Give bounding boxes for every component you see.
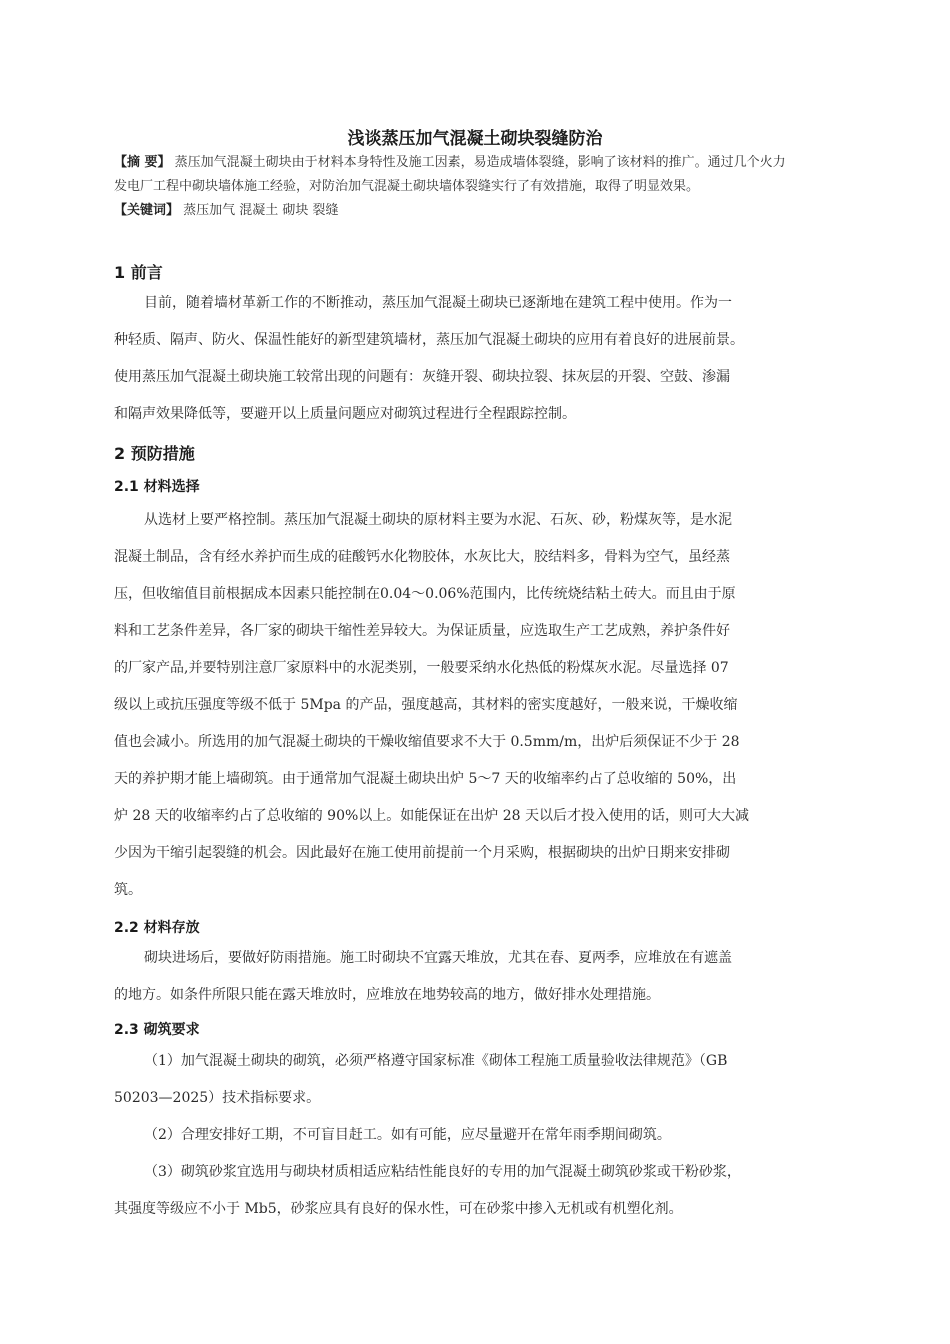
section-2-2-paragraph — [114, 940, 860, 1014]
text-line: 的地方。如条件所限只能在露天堆放时，应堆放在地势较高的地方，做好排水处理措施。 — [114, 987, 660, 1003]
abstract-line: 发电厂工程中砌块墙体施工经验，对防治加气混凝土砌块墙体裂缝实行了有效措施，取得了明显效果。 — [114, 179, 700, 194]
keywords-text: 蒸压加气 混凝土 砌块 裂缝 — [183, 203, 339, 218]
document-title: 浅谈蒸压加气混凝土砌块裂缝防治 — [347, 129, 603, 149]
text-line: 料和工艺条件差异，各厂家的砌块干缩性差异较大。为保证质量，应选取生产工艺成熟，养护条件好 — [114, 623, 730, 639]
abstract-line: 蒸压加气混凝土砌块由于材料本身特性及施工因素，易造成墙体裂缝，影响了该材料的推广。通过几个火力 — [174, 155, 786, 170]
text-line: （1）加气混凝土砌块的砌筑，必须严格遵守国家标准《砌体工程施工质量验收法律规范》（GB — [144, 1053, 728, 1069]
section-heading-2-1: 2.1 材料选择 — [114, 479, 200, 495]
text-line: 其强度等级应不小于 Mb5，砂浆应具有良好的保水性，可在砂浆中掺入无机或有机塑化剂。 — [114, 1201, 683, 1217]
text-line: 目前，随着墙材革新工作的不断推动，蒸压加气混凝土砌块已逐渐地在建筑工程中使用。作为一 — [144, 295, 732, 311]
section-2-1-paragraph — [114, 502, 860, 909]
text-line: 和隔声效果降低等，要避开以上质量问题应对砌筑过程进行全程跟踪控制。 — [114, 406, 576, 422]
abstract — [114, 151, 854, 223]
section-heading-2: 2 预防措施 — [114, 444, 195, 463]
text-line: 的厂家产品,并要特别注意厂家原料中的水泥类别，一般要采纳水化热低的粉煤灰水泥。尽量选择 07 — [114, 660, 729, 676]
section-2-3-item-2 — [114, 1117, 860, 1154]
text-line: 砌块进场后，要做好防雨措施。施工时砌块不宜露天堆放，尤其在春、夏两季，应堆放在有遮盖 — [144, 950, 732, 966]
text-line: 级以上或抗压强度等级不低于 5Mpa 的产品，强度越高，其材料的密实度越好，一般来说，干燥收缩 — [114, 697, 738, 713]
section-1-paragraph — [114, 285, 860, 433]
text-line: 炉 28 天的收缩率约占了总收缩的 90%以上。如能保证在出炉 28 天以后才投入使用的话，则可大大减 — [114, 808, 749, 824]
section-2-3-item-1 — [114, 1043, 860, 1117]
section-2-3-item-3 — [114, 1154, 860, 1228]
text-line: （3）砌筑砂浆宜选用与砌块材质相适应粘结性能良好的专用的加气混凝土砌筑砂浆或干粉砂浆， — [144, 1164, 741, 1180]
section-heading-2-3: 2.3 砌筑要求 — [114, 1022, 200, 1038]
section-heading-2-2: 2.2 材料存放 — [114, 920, 200, 936]
text-line: 筑。 — [114, 882, 142, 898]
text-line: 50203—2025）技术指标要求。 — [114, 1090, 321, 1106]
abstract-label: 【摘 要】 — [114, 155, 171, 170]
section-heading-1: 1 前言 — [114, 263, 163, 282]
text-line: （2）合理安排好工期，不可盲目赶工。如有可能，应尽量避开在常年雨季期间砌筑。 — [144, 1127, 671, 1143]
text-line: 压，但收缩值目前根据成本因素只能控制在0.04～0.06%范围内，比传统烧结粘土砖大。而且由于原 — [114, 586, 736, 602]
keywords-label: 【关键词】 — [114, 203, 180, 218]
text-line: 天的养护期才能上墙砌筑。由于通常加气混凝土砌块出炉 5～7 天的收缩率约占了总收缩的 50%，出 — [114, 771, 737, 787]
text-line: 值也会减小。所选用的加气混凝土砌块的干燥收缩值要求不大于 0.5mm/m，出炉后须保证不少于 28 — [114, 734, 740, 750]
text-line: 混凝土制品，含有经水养护而生成的硅酸钙水化物胶体，水灰比大，胶结料多，骨料为空气，虽经蒸 — [114, 549, 730, 565]
text-line: 从选材上要严格控制。蒸压加气混凝土砌块的原材料主要为水泥、石灰、砂，粉煤灰等，是水泥 — [144, 512, 732, 528]
text-line: 少因为干缩引起裂缝的机会。因此最好在施工使用前提前一个月采购，根据砌块的出炉日期来安排砌 — [114, 845, 730, 861]
text-line: 使用蒸压加气混凝土砌块施工较常出现的问题有：灰缝开裂、砌块拉裂、抹灰层的开裂、空鼓、渗漏 — [114, 369, 730, 385]
text-line: 种轻质、隔声、防火、保温性能好的新型建筑墙材，蒸压加气混凝土砌块的应用有着良好的进展前景。 — [114, 332, 744, 348]
